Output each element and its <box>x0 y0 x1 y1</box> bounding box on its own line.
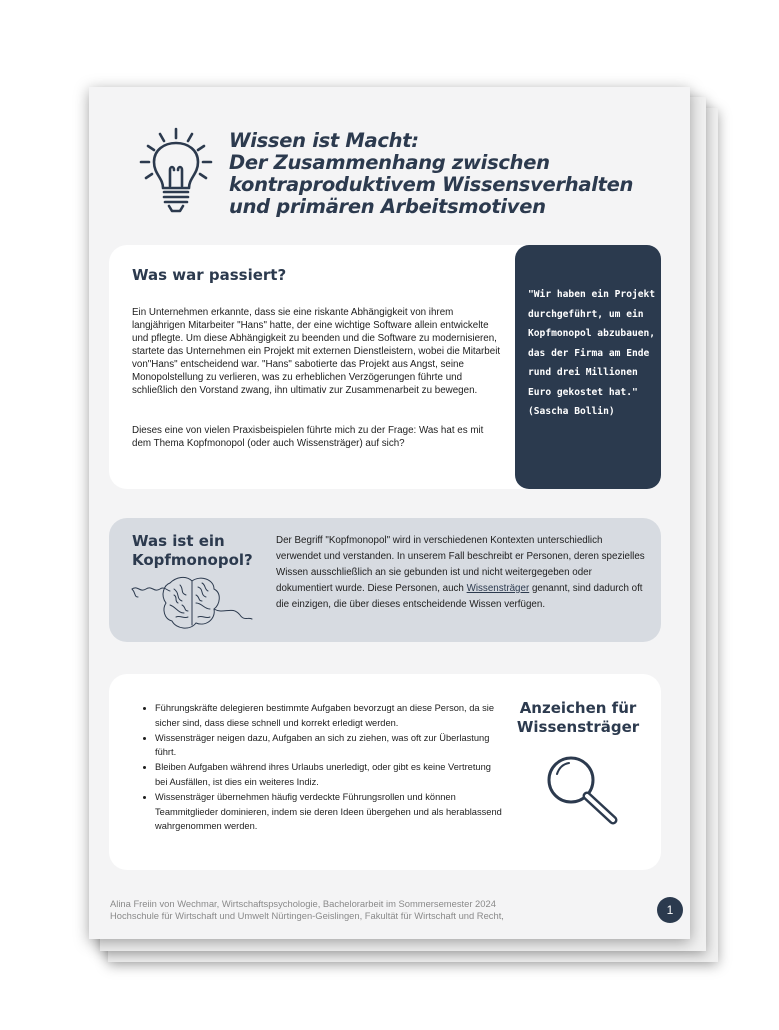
list-item: • Wissensträger übernehmen häufig verdeckte Führungsrollen und können Teammitglieder dominieren, indem sie deren Ideen übergehen und als herablassend wahrgenommen werden. <box>155 790 505 834</box>
definition-paragraph <box>276 533 646 613</box>
title-line: Der Zusammenhang zwischen <box>229 151 550 174</box>
list-item: • Führungskräfte delegieren bestimmte Aufgaben bevorzugt an diese Person, da sie sicher sind, dass diese schnell und korrekt erledigt werden. <box>155 701 505 731</box>
footer-institution: Hochschule für Wirtschaft und Umwelt Nürtingen-Geislingen, Fakultät für Wirtschaft und Recht, <box>110 910 504 921</box>
question-paragraph: Dieses eine von vielen Praxisbeispielen führte mich zu der Frage: Was hat es mit dem Thema Kopfmonopol (oder auch Wissensträger) auf sich? <box>132 425 484 449</box>
document-title <box>229 130 669 218</box>
wissenstraeger-link[interactable]: Wissensträger <box>466 583 530 594</box>
footer-author: Alina Freiin von Wechmar, Wirtschaftspsychologie, Bachelorarbeit im Sommersemester 2024 <box>110 898 496 909</box>
section-heading-passiert: Was war passiert? <box>132 266 287 284</box>
section-heading-kopfmonopol: Was ist ein Kopfmonopol? <box>132 532 253 569</box>
section-heading-anzeichen: Anzeichen für Wissensträger <box>516 699 640 736</box>
quote-text: "Wir haben ein Projekt durchgeführt, um ein Kopfmonopol abzubauen, das der Firma am Ende rund drei Millionen Euro gekostet hat." (Sascha Bollin) <box>528 289 656 417</box>
definition-text: Der Begriff "Kopfmonopol" wird in verschiedenen Kontexten unterschiedlich verwendet und verstanden. In unserem Fall beschreibt er Personen, deren spezielles Wissen ausschließlich an sie gebunden ist und nicht weitergegeben oder dokumentiert wurde. Diese Personen, auch <box>276 535 645 594</box>
signs-list <box>130 701 505 834</box>
title-line: Wissen ist Macht: <box>229 129 419 152</box>
page-number-badge: 1 <box>657 897 683 923</box>
definition-text-end: genannt, sind dadurch oft die einzigen, die über dieses entscheidende Wissen verfügen. <box>276 583 643 610</box>
case-paragraph: Ein Unternehmen erkannte, dass sie eine riskante Abhängigkeit von ihrem langjährigen Mitarbeiter "Hans" hatte, der eine wichtige Software allein entwickelte und pflegte. Um diese Abhängigkeit zu beenden und die Software zu modernisieren, startete das Unternehmen ein Projekt mit externen Dienstleistern, wobei die Mitarbeit von"Hans" entscheidend war. "Hans" sabotierte das Projekt aus Angst, seine Monopolstellung zu verlieren, was zu erheblichen Verzögerungen führte und schließlich den Vorstand zwang, ihn ultimativ zur Zusammenarbeit zu bewegen. <box>132 307 501 396</box>
footer <box>110 898 610 922</box>
lightbulb-icon <box>136 126 216 216</box>
title-line: kontraproduktivem Wissensverhalten <box>229 173 634 196</box>
magnifier-icon <box>541 752 621 828</box>
brain-icon <box>130 575 254 633</box>
list-item: • Bleiben Aufgaben während ihres Urlaubs unerledigt, oder gibt es keine Vertretung bei Ausfällen, ist dies ein weiteres Indiz. <box>155 760 505 790</box>
title-line: und primären Arbeitsmotiven <box>229 195 546 218</box>
list-item: • Wissensträger neigen dazu, Aufgaben an sich zu ziehen, was oft zur Überlastung führt. <box>155 731 505 761</box>
